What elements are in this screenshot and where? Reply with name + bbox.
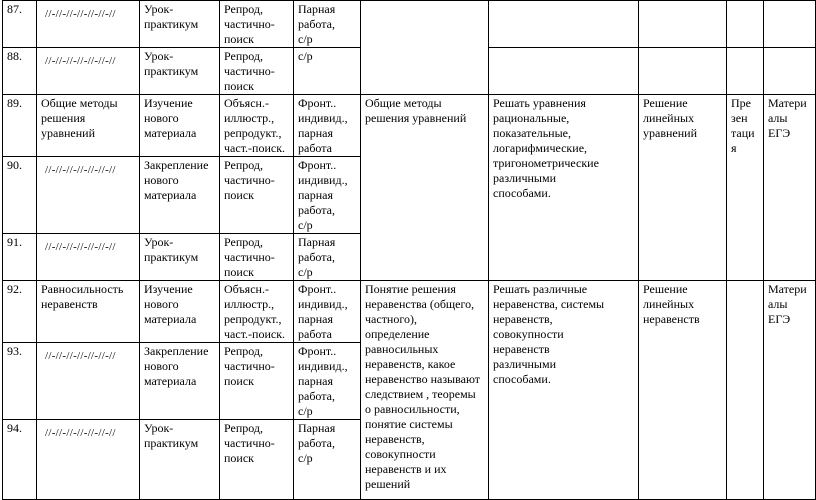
visual-aids bbox=[727, 281, 764, 500]
visual-aids: Пре зен тация bbox=[727, 95, 764, 281]
work-form: Фронт.. индивид., парная работа bbox=[294, 95, 361, 157]
concept-cell-empty bbox=[639, 48, 727, 95]
lesson-type: Закрепление нового материала bbox=[140, 343, 220, 420]
lesson-content: Общие методы решения уравнений bbox=[361, 95, 489, 281]
extra-materials: Матери алы ЕГЭ bbox=[764, 95, 816, 281]
lesson-number: 92. bbox=[3, 281, 37, 343]
visual-cell-empty bbox=[727, 1, 764, 48]
lesson-topic: //-//-//-//-//-//-// bbox=[37, 157, 140, 234]
teaching-method: Репрод, частично- поиск bbox=[220, 234, 294, 281]
student-requirements: Решать различные неравенства, системы неравенств, совокупности неравенств различными способами. bbox=[489, 281, 639, 500]
extra-materials: Матери алы ЕГЭ bbox=[764, 281, 816, 500]
teaching-method: Репрод, частично- поиск bbox=[220, 48, 294, 95]
requirements-cell-empty bbox=[489, 48, 639, 95]
work-form: с/р bbox=[294, 48, 361, 95]
work-form: Парная работа, с/р bbox=[294, 234, 361, 281]
lesson-topic: //-//-//-//-//-//-// bbox=[37, 420, 140, 500]
lesson-number: 91. bbox=[3, 234, 37, 281]
student-requirements: Решать уравнения рациональные, показательные, логарифмические, тригонометрические различными способами. bbox=[489, 95, 639, 281]
work-form: Фронт.. индивид., парная работа, с/р bbox=[294, 157, 361, 234]
lesson-type: Урок- практикум bbox=[140, 1, 220, 48]
requirements-cell-empty bbox=[489, 1, 639, 48]
lesson-topic: //-//-//-//-//-//-// bbox=[37, 48, 140, 95]
lesson-topic: //-//-//-//-//-//-// bbox=[37, 343, 140, 420]
table-row bbox=[3, 95, 816, 157]
teaching-method: Репрод, частично- поиск bbox=[220, 420, 294, 500]
teaching-method: Репрод, частично- поиск bbox=[220, 343, 294, 420]
concept-cell-empty bbox=[639, 1, 727, 48]
lesson-topic: Общие методы решения уравнений bbox=[37, 95, 140, 157]
lesson-number: 88. bbox=[3, 48, 37, 95]
teaching-method: Объясн.- иллюстр., репродукт., част.-поиск. bbox=[220, 281, 294, 343]
lesson-number: 94. bbox=[3, 420, 37, 500]
lesson-type: Изучение нового материала bbox=[140, 281, 220, 343]
visual-cell-empty bbox=[727, 48, 764, 95]
lesson-number: 93. bbox=[3, 343, 37, 420]
content-cell-empty bbox=[361, 1, 489, 95]
lesson-topic: //-//-//-//-//-//-// bbox=[37, 1, 140, 48]
lesson-type: Закрепление нового материала bbox=[140, 157, 220, 234]
teaching-method: Объясн.- иллюстр., репродукт., част.-поиск. bbox=[220, 95, 294, 157]
key-concepts: Решение линейных неравенств bbox=[639, 281, 727, 500]
extra-cell-empty bbox=[764, 48, 816, 95]
work-form: Парная работа, с/р bbox=[294, 1, 361, 48]
lesson-type: Урок- практикум bbox=[140, 48, 220, 95]
work-form: Парная работа, с/р bbox=[294, 420, 361, 500]
table-row bbox=[3, 1, 816, 48]
lesson-number: 89. bbox=[3, 95, 37, 157]
lesson-type: Урок- практикум bbox=[140, 234, 220, 281]
lesson-type: Урок- практикум bbox=[140, 420, 220, 500]
lesson-number: 87. bbox=[3, 1, 37, 48]
key-concepts: Решение линейных уравнений bbox=[639, 95, 727, 281]
table-row bbox=[3, 281, 816, 343]
lesson-type: Изучение нового материала bbox=[140, 95, 220, 157]
work-form: Фронт.. индивид., парная работа bbox=[294, 281, 361, 343]
lesson-content: Понятие решения неравенства (общего, частного), определение равносильных неравенств, какое неравенство называют следствием , теоремы о равносильности, понятие системы неравенств, совокупности неравенств и их решений bbox=[361, 281, 489, 500]
lesson-plan-table bbox=[2, 0, 816, 500]
lesson-number: 90. bbox=[3, 157, 37, 234]
lesson-topic: Равносильность неравенств bbox=[37, 281, 140, 343]
work-form: Фронт.. индивид., парная работа, с/р bbox=[294, 343, 361, 420]
teaching-method: Репрод, частично- поиск bbox=[220, 157, 294, 234]
teaching-method: Репрод, частично- поиск bbox=[220, 1, 294, 48]
lesson-topic: //-//-//-//-//-//-// bbox=[37, 234, 140, 281]
extra-cell-empty bbox=[764, 1, 816, 48]
